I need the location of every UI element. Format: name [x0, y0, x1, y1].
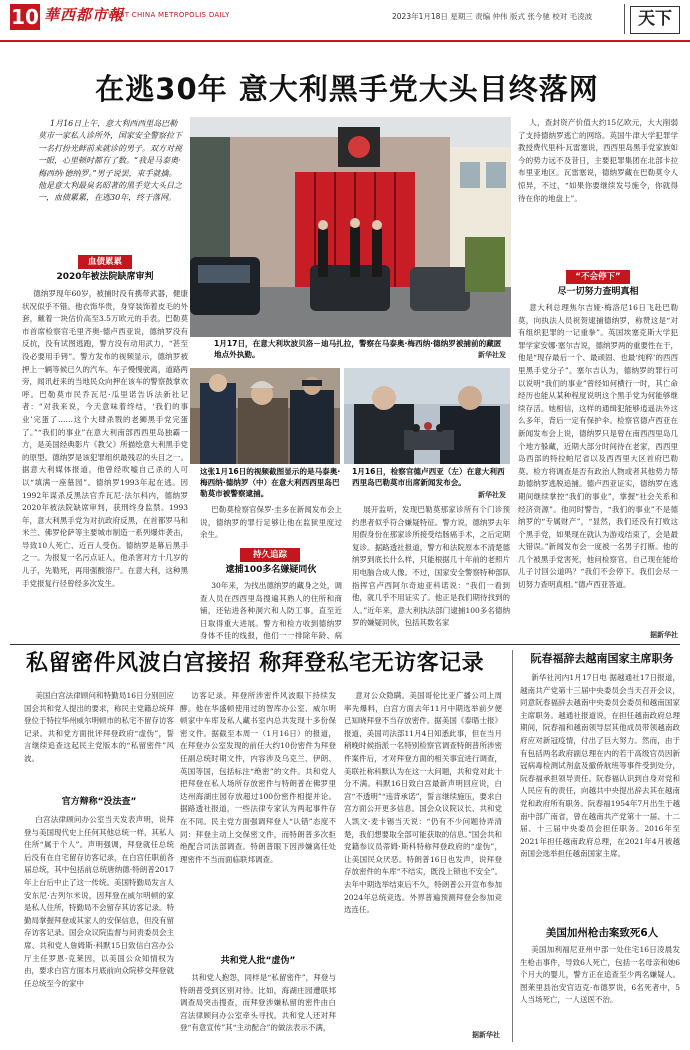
subheading: 共和党人批“虚伪”: [220, 956, 296, 966]
article-column: 30年来，为找出德纳罗的藏身之处，调查人员在西西里岛搜遍其熟人的住所和商铺，还钻进各种洞穴和人防工事，直至近日取得重大进展。警方和检方收到德纳罗身体不佳的线报，他们一一排除年龄、病: [200, 581, 342, 641]
photo-arrest: [190, 368, 340, 464]
article-column: 新华社河内1月17日电 据越通社17日报道，越南共产党第十三届中央委员会当天召开会议，同意阮春福辞去越南中央委员会委员和越南国家主席职务。越通社报道说，在担任越南政府总理期间，阮春福和越南领导层其他成员带领越南政府应对新冠疫情，付出了巨大努力。然而，由于有包括两名政府副总理在内的若干高级官员因新冠病毒检测试剂盒及撤侨航班等事件受到处分，阮春福承担领导责任。阮春福认识到自身对党和人民应有的责任，向越共中央提出辞去其在越南党和政府所有职务。阮春福1954年7月出生于越南中部广南省，曾在越南共产党第十一届、十二届、十三届中央委员会担任职务。2016年至2021年担任越南政府总理，在2021年4月被越南国会选举担任越南国家主席。: [520, 673, 680, 859]
photo-building: [190, 117, 511, 337]
article-credit: 据新华社: [472, 1031, 500, 1039]
section-tag: 持久追踪: [240, 548, 300, 562]
photo-caption: 1月16日，检察官德卢西亚（左）在意大利西西里岛巴勒莫市出席新闻发布会。: [352, 467, 505, 487]
section-label: 天下: [630, 6, 680, 34]
headline-brief: 美国加州枪击案致死6人: [545, 927, 659, 939]
article-column: 展开监听，发现巴勒莫那家诊所有个门诊预约患者似乎符合嫌疑特征。警方说，德纳罗去年用假身份在那家诊所接受结肠癌手术，之后定期复诊。据路透社报道，警方和法院原本不清楚德纳罗到底长什么样，只能根据几十年前的老照片用电脑合成人像。不过，国家安全警察特种部队指挥官卢西阿尔奇迪亚科诺说：“我们一看到他，就几乎不用证实了。他正是我们期待找到的人。”近年来，意大利执法部门逮捕100多名德纳罗的嫌疑同伙，包括其数名家: [352, 505, 510, 628]
headline-brief: 阮春福辞去越南国家主席职务: [530, 652, 674, 665]
article-column: 德纳罗现年60岁，被捕时没有携带武器，健康状况似乎不错。他衣饰华贵，身穿装饰着皮毛的外套，戴着一块估价高至3.5万欧元的手表。巴勒莫市首席检察官毛里齐奥·德卢西亚说，德纳罗没有反抗，没有试图逃跑，警方没有动用武力，“甚至没必要用手铐”。警方发布的视频显示，德纳罗被押上一辆等候已久的汽车。车子慢慢驶离，道路两旁，闻讯赶来的当地民众向押在该车的警察鼓掌欢呼。巴勒莫市民乔瓦尼·瓜里诺告诉法新社记者：“对我来说，今天意味着终结，‘我们的事业’完蛋了……这个大肆杀戮的老狮黑手党完蛋了。”“我们的事业”在意大利南部西西里岛独霸一方，是美国经典影片《教父》所描绘意大利黑手党的原型。德纳罗是该犯罪组织最残忍的头目之一。据意大利媒体报道，他曾经吹嘘自己杀的人可以“填满一座墓园”。德纳罗1993年起在逃。因1992年谋杀反黑法官乔瓦尼·法尔科内，德纳罗2020年被法院缺席审判，获刑终身监禁。1993年，意大利黑手党为对抗政府反黑，在首都罗马和米兰、佛罗伦萨等主要城市制造一系列爆炸袭击，导致10人死亡、近百人受伤。德纳罗是幕后黑手之一。为报复一名污点证人，他杀害对方十几岁的儿子，先勒死，再用强酸溶尸。在意大利，这种黑手党报复行径曾经多次发生。: [22, 289, 188, 588]
article-column: 美国加利福尼亚州中部一处住宅16日凌晨发生枪击事件，导致6人死亡，包括一名母亲和她6个月大的婴儿，警方正在追查至少两名嫌疑人。图莱里县治安官迈克·布德罗说，6名死者中，5人当场死亡，一人送医不治。: [520, 945, 680, 1005]
paper-name-en: WEST CHINA METROPOLIS DAILY: [108, 11, 230, 19]
photo-credit: 新华社发: [478, 351, 506, 359]
paper-logo: 華西都市報: [44, 6, 125, 24]
article-column: 意大利总理焦尔吉娅·梅洛尼16日飞赴巴勒莫，向执法人员祝贺逮捕德纳罗，称赞这是“对有组织犯罪的一记重拳”。英国埃塞克斯大学犯罪学家安娜·塞尔吉说，德纳罗两的重要性在于，他是“现存最后一个、最顽固、也最‘纯粹’的西西里黑手党分子”。塞尔吉认为，德纳罗的罪行可以说明“我们的事业”曾经如何横行一时，其亡命经历也能从某种程度说明这个黑手党为何能够继续存活。她相信，这样的通缉犯能够逍遥法外这么多年，背后一定有保护伞。检察官德卢西亚在新闻发布会上说，德纳罗只是曾在南西西里岛几个地方躲藏，近期大部分时间待在老家，西西里岛西部的特拉帕尼省以及西西里大区首府巴勒莫。检方将调查是否有政治人物或者其他势力帮助德纳罗逃脱追捕。德卢西亚证实，德纳罗在逃期间继续掌控“我们的事业”，掌握“社会关系和经济资源”。他同时警告，“我们的事业”不是德纳罗的“专属财产”，“显然，我们还没有打败这个黑手党，如果现在就认为游戏结束了，会是最大错误。”新闻发布会一度被一名男子打断。他的几个被黑手党害死，他问检察官，自己现在能给儿子讨回公道吗？“我们不会停下。我们会尽一切努力查明真相。”德卢西亚答道。: [518, 303, 678, 590]
article-column: 访客记录。拜登所涉密件风波眼下持续发酵。他在华盛顿使用过的智库办公室、威尔明顿家中车库及私人藏书室内总共发现十多份保密文件。据截至本周一（1月16日）的报道，在拜登办公室发现的前任大约10份密件为拜登任副总统时期文件，内容涉及乌克兰、伊朗、英国等国，包括标注“绝密”的文件。共和党人把拜登在私人场所存放密件与特朗普在佛罗里达州海湖庄园存放超过100份密件相提并论。据路透社报道，一些法律专家认为两起事件存在不同。民主党方面强调拜登人“认错”态度不同：拜登主动上交保密文件，而特朗普多次拒绝配合司法部调查。特朗普眼下因涉嫌离任处理密件不当而面临联邦调查。: [180, 691, 336, 864]
column-divider: [512, 650, 513, 1042]
article-column: 巴勒莫检察官保罗·圭多在新闻发布会上说，德纳罗的罪行足够让他在监狱里度过余生。: [200, 505, 342, 540]
headline-main: 在逃30年 意大利黑手党大头目终落网: [95, 72, 599, 106]
photo-credit: 新华社发: [478, 491, 506, 499]
subheading: 尽一切努力查明真相: [557, 287, 639, 297]
article-column: 美国白宫法律顾问和特勤局16日分别回应国会共和党人提出的要求，称民主党籍总统拜登位于特拉华州威尔明顿市的私宅不留存访客记录。共和党方面批评拜登政府“虚伪”，誓言继续追查这起民主党版本的“私留密件”风波。: [24, 691, 174, 763]
section-divider: [10, 644, 680, 645]
subheading: 官方辩称“没法查”: [61, 797, 137, 807]
article-column: 共和党人抱怨，同样是“私留密件”，拜登与特朗普受到区别对待。比如，海湖庄园遭联邦调查局突击搜查，而拜登涉嫌私留的密件由白宫法律顾问办公室牵头寻找。共和党人还对拜登“有意宣传”其“主动配合”的做法表示不满，: [180, 973, 336, 1033]
article-credit: 据新华社: [650, 631, 678, 639]
date-line: 2023年1月18日 星期三 责编 仲伟 版式 张今驰 校对 毛凌波: [392, 12, 593, 21]
section-tag: “不会停下”: [566, 270, 630, 284]
page-number: 10: [11, 5, 39, 29]
story-lead: 1月16日上午，意大利西西里岛巴勒莫市一家私人诊所外，国家安全警察拉下一名打扮光鲜前来就诊的男子。双方对视一眼，心里顿时都有了数。“我是马泰奥·梅西纳·德纳罗。”男子说罢，束手就擒。他是意大利最臭名昭著的黑手党大头目之一，血债累累，在逃30年，终于落网。: [38, 119, 182, 203]
header-divider: [624, 4, 625, 34]
header-rule: [0, 40, 690, 42]
article-column: 人，查封资产价值大约15亿欧元，大大削弱了支持德纳罗逃亡的网络。英国牛津大学犯罪学教授费代里科·瓦雷塞说，西西里岛黑手党家族如今的势力远不及昔日，主要犯罪集团在北部卡拉布里亚地区。瓦雷塞说，德纳罗藏在巴勒莫令人惊异，不过，“如果你要继续发号施令，你就得待在你的地盘上”。: [518, 118, 678, 203]
section-tag: 血债累累: [78, 255, 132, 269]
photo-caption: 这张1月16日的视频截图显示的是马泰奥·梅西纳·德纳罗（中）在意大利西西里岛巴勒莫市被警察逮捕。: [200, 467, 341, 498]
article-column: 意对公众隐瞒。美国哥伦比亚广播公司上周率先爆料，白宫方面去年11月中期选举前夕便已知晓拜登不当存放密件。据美国《泰晤士报》报道，美国司法部11月4日知悉此事，但在当月稍晚时候指派一名特别检察官调查特朗普所涉密件案件后，才对拜登方面的相关事宜进行调查，美联社称科默认为在这一大问题，共和党对此十分不满。科默16日致白宫最新声明回应说，白宫“不透明”“违背承诺”，誓言继续施压，要求白宫方面公开更多信息。国会众议院议长、共和党人凯文·麦卡锡当天说：“仍有不少问题待弄清楚，我们想要取全部可能获取的信息。”国会共和党籍参议员蒂姆·斯科特称拜登政府的“虚伪”，让美国民众厌恶。特朗普16日也发声，说拜登存放密件的车库“不结实，既没上锁也不安全”。去年中期选举结束后不久，特朗普公开宣布参加2024年总统竞选。外界普遍预测拜登会参加竞选连任。: [344, 691, 502, 915]
subheading: 逮捕100多名嫌疑同伙: [225, 565, 317, 575]
article-column: 白宫法律顾问办公室当天发表声明，说拜登与美国现代史上任何其他总统一样，其私人住所“属于个人”。声明强调，拜登就任总统后没有在自宅留存访客记录，在白宫任职前各届总统，其中包括前总统唐纳德·特朗普2017年上台后中止了这一传统。美国特勤局发言人安东尼·古列尔米说，因拜登在威尔明顿的家是私人住所，特勤局不会留存其访客记录。特勤局掌握拜登或其家人的安保信息，但没有留存访客记录。国会众议院监督与问责委员会主席、共和党人詹姆斯·科默15日致信白宫办公厅主任罗恩·克莱因，以美国公众知情权为由，要求白宫方面本月底前向众院移交拜登就任总统至今的家中: [24, 815, 174, 988]
photo-caption: 1月17日，在意大利坎波贝洛－迪马扎拉，警察在马泰奥·梅西纳·德纳罗被捕前的藏匿地点外执勤。: [214, 339, 502, 359]
headline-secondary: 私留密件风波白宫接招 称拜登私宅无访客记录: [26, 651, 485, 676]
photo-press-conference: [344, 368, 510, 464]
subheading: 2020年被法院缺席审判: [56, 272, 154, 282]
